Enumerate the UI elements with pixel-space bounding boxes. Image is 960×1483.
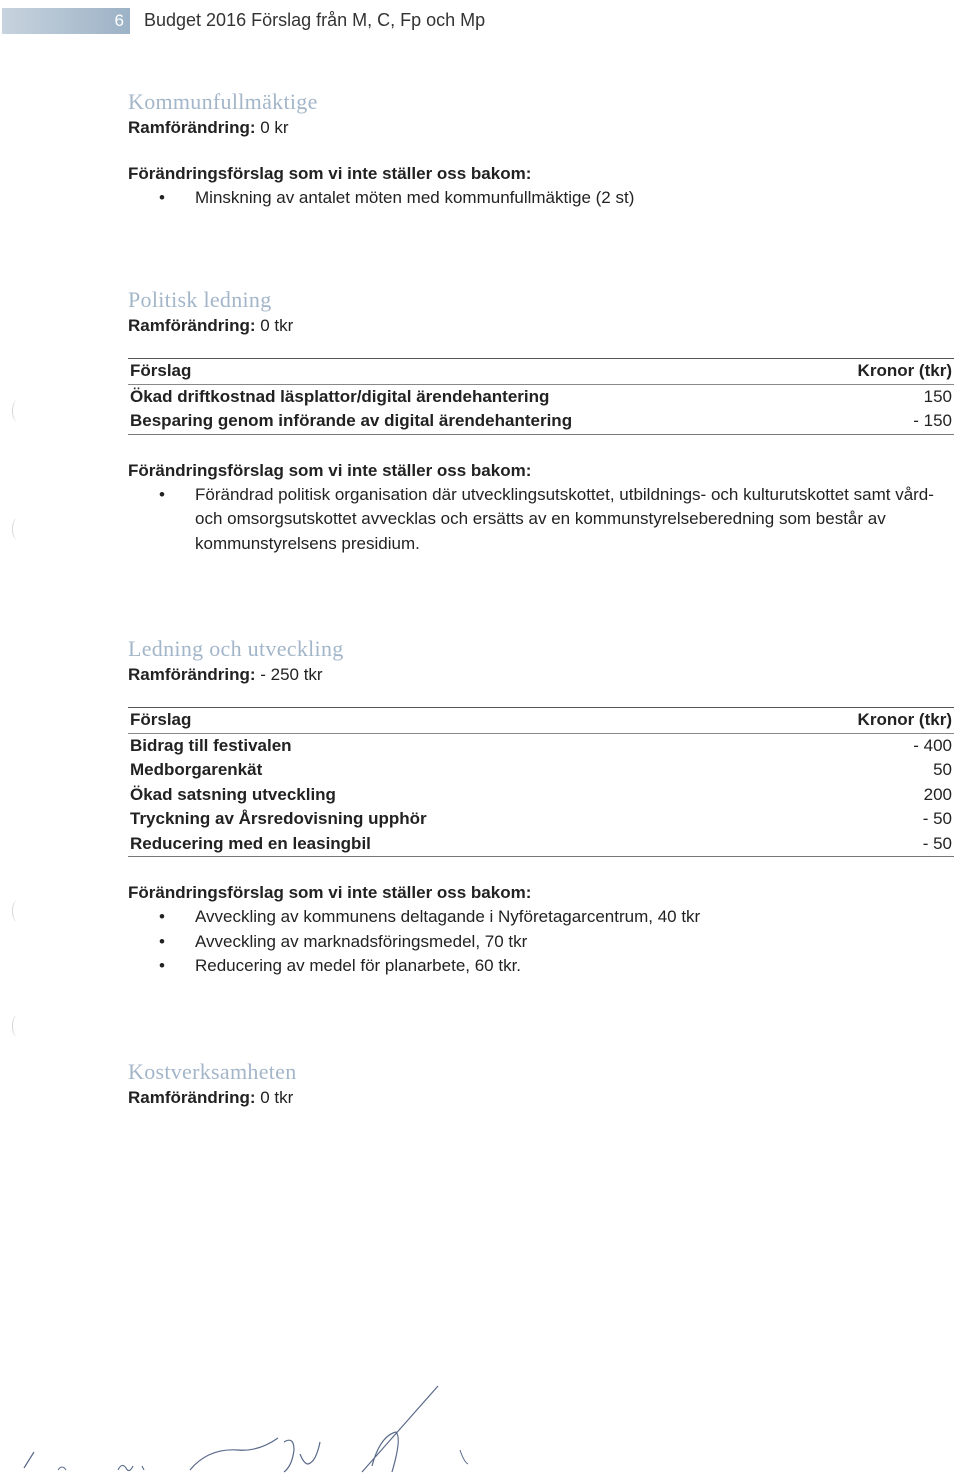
frame-change bbox=[128, 663, 954, 687]
table-row bbox=[128, 384, 954, 409]
table-row bbox=[128, 807, 954, 832]
frame-change-label: Ramförändring: bbox=[128, 118, 256, 137]
proposal-cell: Besparing genom införande av digital ärendehantering bbox=[128, 409, 805, 434]
amount-cell: - 150 bbox=[805, 409, 954, 434]
frame-change-label: Ramförändring: bbox=[128, 1088, 256, 1107]
proposal-table bbox=[128, 358, 954, 435]
amount-cell: - 50 bbox=[750, 832, 954, 857]
column-header-amount: Kronor (tkr) bbox=[750, 708, 954, 734]
amount-cell: 200 bbox=[923, 784, 952, 804]
section-ledning-och-utveckling bbox=[128, 635, 954, 979]
proposal-table bbox=[128, 707, 954, 857]
frame-change bbox=[128, 116, 954, 140]
signature-area bbox=[0, 1380, 960, 1478]
not-support-list bbox=[128, 483, 954, 557]
frame-change-value: - 250 tkr bbox=[260, 665, 323, 684]
section-heading: Politisk ledning bbox=[128, 287, 272, 312]
handwritten-initials bbox=[0, 1380, 960, 1478]
list-item: • Förändrad politisk organisation där utvecklingsutskottet, utbildnings- och kulturutskottet samt vård- och omsorgsutskottet avvecklas och ersätts av en kommunstyrelseberedning som består av kommunstyrelsens presidium. bbox=[128, 483, 954, 557]
table-row bbox=[128, 832, 954, 857]
not-support-list bbox=[128, 186, 954, 211]
section-kostverksamheten bbox=[128, 1058, 954, 1110]
column-header-amount: Kronor (tkr) bbox=[805, 359, 954, 385]
page-header bbox=[0, 6, 960, 36]
not-support-heading: Förändringsförslag som vi inte ställer oss bakom: bbox=[128, 164, 532, 183]
proposal-cell: Reducering med en leasingbil bbox=[128, 832, 750, 857]
table-header-row bbox=[128, 359, 954, 385]
proposal-cell: Ökad satsning utveckling bbox=[130, 784, 336, 804]
section-heading: Kostverksamheten bbox=[128, 1059, 297, 1084]
frame-change-label: Ramförändring: bbox=[128, 665, 256, 684]
table-row bbox=[128, 409, 954, 434]
column-header-proposal: Förslag bbox=[128, 359, 805, 385]
page-number-box bbox=[2, 8, 130, 34]
not-support-heading: Förändringsförslag som vi inte ställer oss bakom: bbox=[128, 460, 532, 480]
scan-mark bbox=[12, 518, 23, 540]
table-row bbox=[128, 733, 954, 758]
not-support-list bbox=[128, 905, 954, 979]
section-kommunfullmaktige bbox=[128, 88, 954, 211]
document-title: Budget 2016 Förslag från M, C, Fp och Mp bbox=[144, 10, 486, 30]
amount-cell: 150 bbox=[923, 386, 952, 406]
section-heading: Kommunfullmäktige bbox=[128, 89, 318, 114]
frame-change bbox=[128, 314, 954, 338]
proposal-cell: Ökad driftkostnad läsplattor/digital ärendehantering bbox=[130, 386, 550, 406]
section-politisk-ledning bbox=[128, 286, 954, 556]
proposal-cell: Bidrag till festivalen bbox=[130, 735, 292, 755]
table-header-row bbox=[128, 708, 954, 734]
frame-change bbox=[128, 1086, 954, 1110]
table-row bbox=[128, 758, 954, 783]
proposal-cell: Medborgarenkät bbox=[130, 760, 263, 779]
frame-change-value: 0 kr bbox=[260, 118, 289, 137]
column-header-proposal: Förslag bbox=[128, 708, 750, 734]
section-heading: Ledning och utveckling bbox=[128, 636, 344, 661]
proposal-cell: Tryckning av Årsredovisning upphör bbox=[130, 809, 427, 828]
list-item: • Minskning av antalet möten med kommunfullmäktige (2 st) bbox=[128, 186, 954, 211]
amount-cell: - 400 bbox=[913, 735, 952, 755]
list-item: • Avveckling av marknadsföringsmedel, 70 tkr bbox=[128, 930, 954, 955]
amount-cell: 50 bbox=[933, 760, 952, 779]
frame-change-value: 0 tkr bbox=[260, 316, 294, 335]
scan-mark bbox=[12, 1015, 23, 1037]
not-support-heading: Förändringsförslag som vi inte ställer oss bakom: bbox=[128, 883, 532, 902]
scan-mark bbox=[12, 900, 23, 922]
list-item: • Avveckling av kommunens deltagande i Nyföretagarcentrum, 40 tkr bbox=[128, 905, 954, 930]
list-item: • Reducering av medel för planarbete, 60 tkr. bbox=[128, 954, 954, 979]
frame-change-label: Ramförändring: bbox=[128, 316, 256, 335]
table-row bbox=[128, 783, 954, 808]
page-number: 6 bbox=[114, 11, 124, 30]
scan-mark bbox=[12, 400, 23, 422]
amount-cell: - 50 bbox=[922, 809, 952, 828]
frame-change-value: 0 tkr bbox=[260, 1088, 294, 1107]
